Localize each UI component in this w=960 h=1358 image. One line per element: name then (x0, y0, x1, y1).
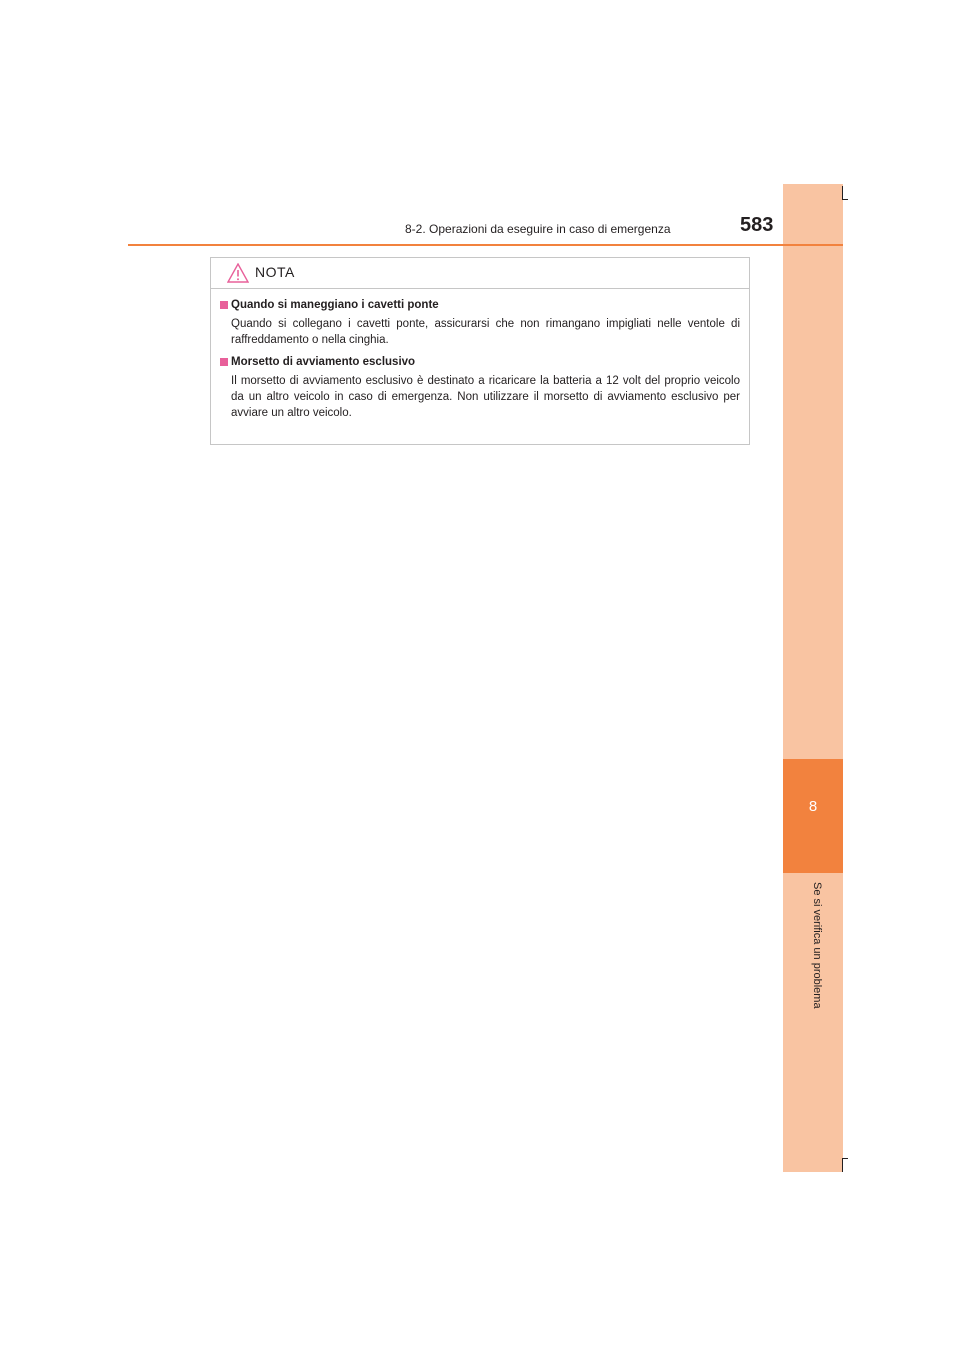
header-rule (128, 244, 843, 246)
notice-item-title (220, 354, 740, 370)
notice-body (211, 289, 749, 421)
warning-triangle-icon (227, 263, 249, 283)
crop-mark-top (842, 186, 843, 200)
notice-label: NOTA (255, 264, 295, 280)
crop-mark-bottom-foot (842, 1158, 848, 1159)
notice-item-title (220, 297, 740, 313)
notice-item-title-text: Quando si maneggiano i cavetti ponte (231, 299, 439, 311)
section-title: 8-2. Operazioni da eseguire in caso di emergenza (405, 222, 671, 236)
square-bullet-icon (220, 301, 228, 309)
notice-box (210, 257, 750, 445)
notice-header (211, 258, 749, 289)
chapter-title: Se si verifica un problema (811, 882, 823, 1009)
notice-item-text: Il morsetto di avviamento esclusivo è destinato a ricaricare la batteria a 12 volt del proprio veicolo da un altro veicolo in caso di emergenza. Non utilizzare il morsetto di avviamento esclusivo per avviare un altro veicolo. (231, 375, 740, 419)
notice-item-title-text: Morsetto di avviamento esclusivo (231, 356, 416, 368)
crop-mark-top-foot (842, 199, 848, 200)
page-number: 583 (740, 214, 774, 236)
square-bullet-icon (220, 358, 228, 366)
chapter-number: 8 (808, 798, 818, 815)
notice-item-text: Quando si collegano i cavetti ponte, assicurarsi che non rimangano impigliati nelle ventole di raffreddamento o nella cinghia. (231, 318, 740, 346)
notice-item (220, 354, 740, 421)
chapter-tab-active[interactable] (783, 759, 843, 873)
crop-mark-bottom (842, 1158, 843, 1172)
notice-item (220, 297, 740, 348)
